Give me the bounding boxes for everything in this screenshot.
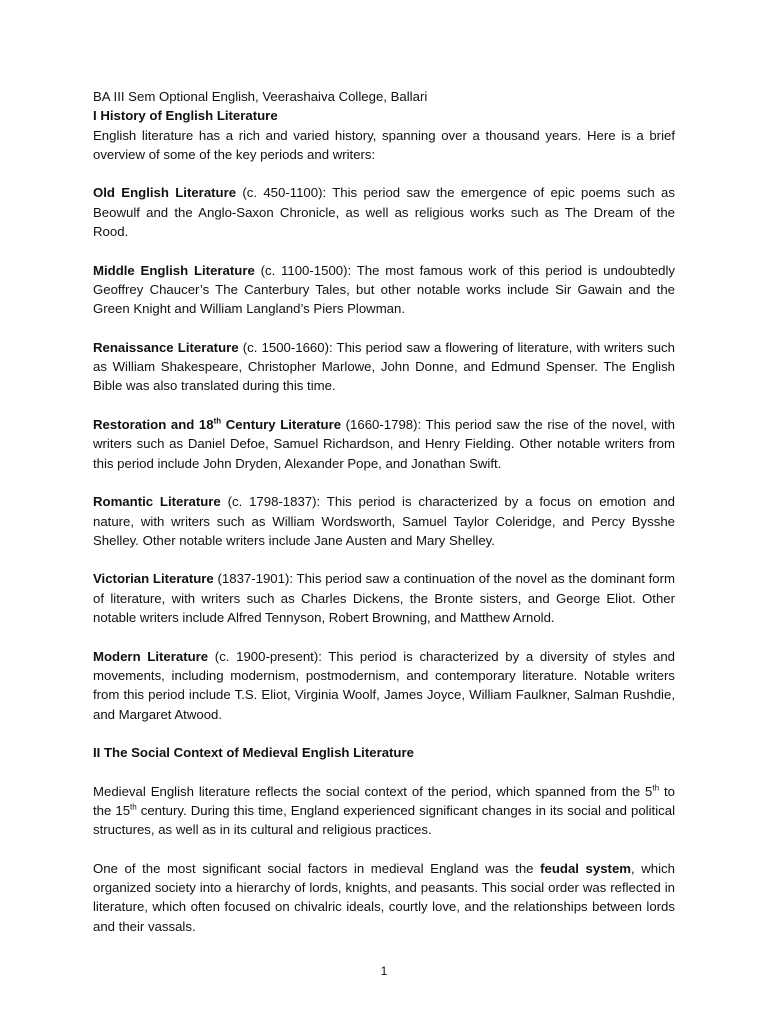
period-paragraph-modern <box>93 647 675 724</box>
period-title: Renaissance Literature <box>93 339 239 355</box>
period-text: (c. 1900-present): This period is characterized by a diversity of styles and movements, including modernism, postmodernism, and contemporary literature. Notable writers from this period include T.S. Eliot, Virginia Woolf, James Joyce, William Faulkner, Salman Rushdie, and Margaret Atwood. <box>93 648 675 722</box>
social-context-paragraph-2: One of the most significant social factors in medieval England was the feudal system, which organized society into a hierarchy of lords, knights, and peasants. This social order was reflected in literature, which often focused on chivalric ideals, courtly love, and the relationships between lords and their vassals. <box>93 860 675 934</box>
page-number: 1 <box>380 964 388 978</box>
intro-paragraph: English literature has a rich and varied history, spanning over a thousand years. Here is a brief overview of some of the key periods and writers: <box>93 127 675 162</box>
period-paragraph-romantic <box>93 492 675 550</box>
period-paragraph-old-english <box>93 183 675 241</box>
period-text: (c. 1500-1660): This period saw a flowering of literature, with writers such as William Shakespeare, Christopher Marlowe, John Donne, and Edmund Spenser. The English Bible was also translated during this time. <box>93 339 675 394</box>
social-context-paragraph-1: Medieval English literature reflects the social context of the period, which spanned from the 5th to the 15th century. During this time, England experienced significant changes in its social and political structures, as well as in its cultural and religious practices. <box>93 783 675 838</box>
period-title: Restoration and 18th Century Literature <box>93 416 342 433</box>
period-text: (1660-1798): This period saw the rise of the novel, with writers such as Daniel Defoe, Samuel Richardson, and Henry Fielding. Other notable writers from this period include John Dryden, Alexander Pope, and Jonathan Swift. <box>93 417 675 471</box>
period-text: (1837-1901): This period saw a continuation of the novel as the dominant form of literature, with writers such as Charles Dickens, the Bronte sisters, and George Eliot. Other notable writers include Alfred Tennyson, Robert Browning, and Matthew Arnold. <box>93 571 675 626</box>
period-title: Old English Literature <box>93 185 237 201</box>
period-paragraph-restoration <box>93 415 675 473</box>
period-title: Romantic Literature <box>93 494 221 510</box>
period-text: (c. 450-1100): This period saw the emergence of epic poems such as Beowulf and the Anglo-Saxon Chronicle, as well as religious works such as The Dream of the Rood. <box>93 185 675 240</box>
period-paragraph-renaissance <box>93 338 675 396</box>
period-title: Modern Literature <box>93 648 209 664</box>
period-text: (c. 1798-1837): This period is characterized by a focus on emotion and nature, with writers such as William Wordsworth, Samuel Taylor Coleridge, and Percy Bysshe Shelley. Other notable writers include Jane Austen and Mary Shelley. <box>93 494 675 548</box>
period-paragraph-middle-english <box>93 261 675 319</box>
period-title: Middle English Literature <box>93 262 255 278</box>
section-heading-social-context: II The Social Context of Medieval English Literature <box>93 745 414 761</box>
period-title: Victorian Literature <box>93 571 214 587</box>
section-heading-history: I History of English Literature <box>93 108 278 124</box>
period-paragraph-victorian <box>93 569 675 627</box>
document-page <box>93 87 675 936</box>
period-text: (c. 1100-1500): The most famous work of this period is undoubtedly Geoffrey Chaucer’s The Canterbury Tales, but other notable works include Sir Gawain and the Green Knight and William Langland’s Piers Plowman. <box>93 262 675 317</box>
document-header: BA III Sem Optional English, Veerashaiva College, Ballari <box>93 89 428 104</box>
